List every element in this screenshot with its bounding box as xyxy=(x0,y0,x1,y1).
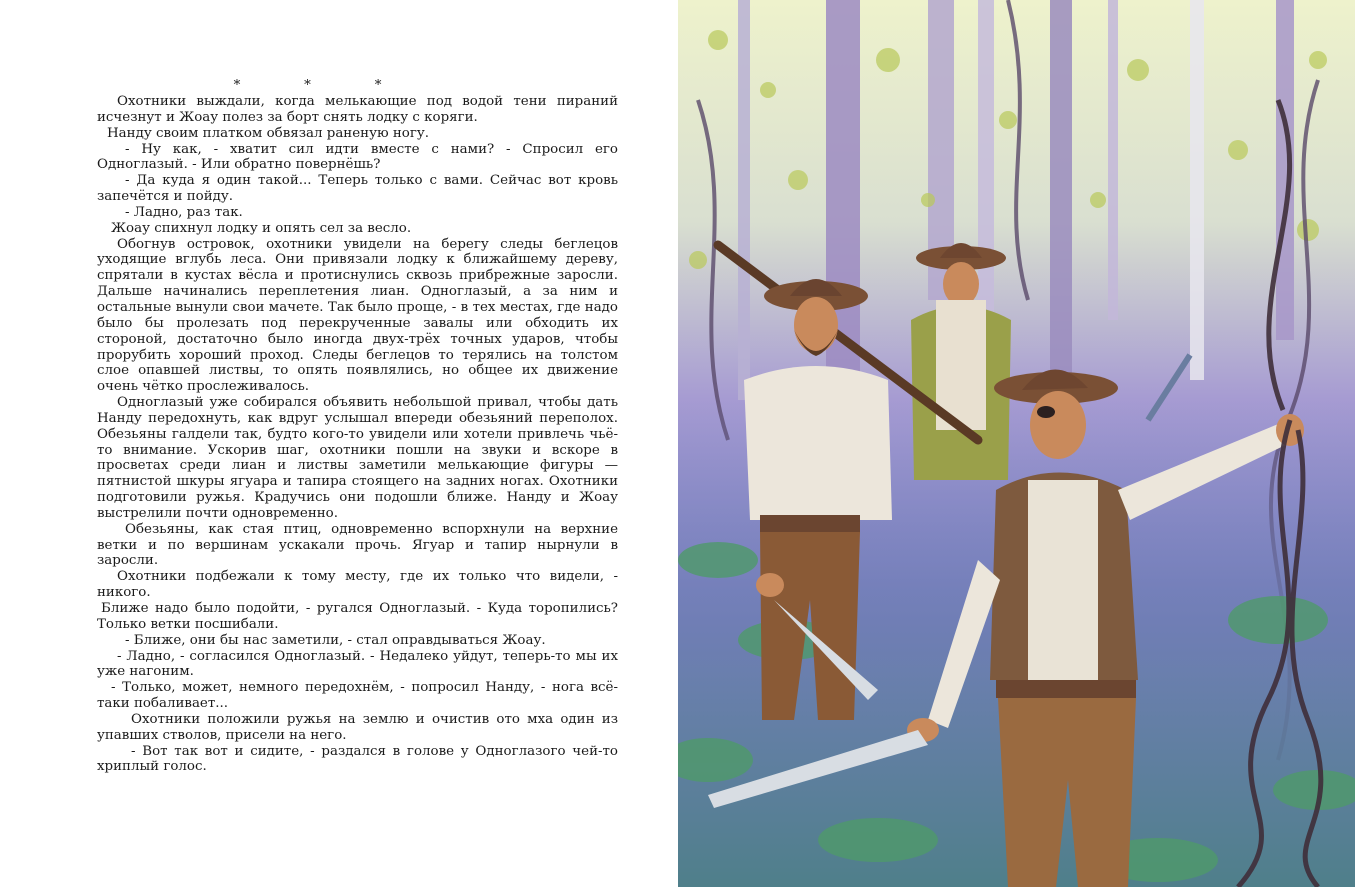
section-separator: * * * xyxy=(233,78,382,93)
paragraph: Обезьяны, как стая птиц, одновременно вспорхнули на верхние ветки и по вершинам ускакали прочь. Ягуар и тапир нырнули в заросли. xyxy=(97,521,618,569)
paragraph: - Ну как, - хватит сил идти вместе с нами? - Спросил его Одноглазый. - Или обратно повернёшь? xyxy=(97,141,618,173)
paragraph: Нанду своим платком обвязал раненую ногу. xyxy=(107,125,430,141)
paragraph: Обогнув островок, охотники увидели на берегу следы беглецов уходящие вглубь леса. Они привязали лодку к ближайшему дереву, спрятали в кустах вёсла и протиснулись сквозь прибрежные заросли. Дальше начинались переплетения лиан. Одноглазый, а за ним и остальные вынули свои мачете. Так было проще, - в тех местах, где надо было бы пролезать под перекрученные завалы или обходить их стороной, достаточно было иногда двух-трёх точных ударов, чтобы прорубить хороший проход. Следы беглецов то терялись на толстом слое опавшей листвы, то опять появлялись, но общее их движение очень чётко прослеживалось. xyxy=(97,236,618,395)
paragraph: - Ладно, раз так. xyxy=(125,204,243,220)
paragraph: - Ближе, они бы нас заметили, - стал оправдываться Жоау. xyxy=(125,632,546,648)
paragraph: - Только, может, немного передохнём, - попросил Нанду, - нога всё-таки побаливает... xyxy=(97,680,618,712)
paragraph: Охотники положили ружья на землю и очистив ото мха один из упавших стволов, присели на него. xyxy=(97,711,618,743)
paragraph: Охотники выждали, когда мелькающие под водой тени пираний исчезнут и Жоау полез за борт снять лодку с коряги. xyxy=(97,94,618,125)
paragraph: Охотники подбежали к тому месту, где их только что видели, - никого. xyxy=(97,569,618,601)
paragraph-list xyxy=(97,94,618,775)
jungle-hunters-illustration xyxy=(678,0,1355,887)
paragraph: - Ладно, - согласился Одноглазый. - Недалеко уйдут, теперь-то мы их уже нагоним. xyxy=(97,648,618,680)
paragraph: Жоау спихнул лодку и опять сел за весло. xyxy=(111,220,412,236)
paragraph: - Да куда я один такой... Теперь только с вами. Сейчас вот кровь запечётся и пойду. xyxy=(97,173,618,205)
illustration xyxy=(678,0,1355,887)
paragraph: - Вот так вот и сидите, - раздался в голове у Одноглазого чей-то хриплый голос. xyxy=(97,743,618,775)
paragraph: Ближе надо было подойти, - ругался Одноглазый. - Куда торопились? Только ветки посшибали. xyxy=(97,601,618,632)
paragraph: Одноглазый уже собирался объявить небольшой привал, чтобы дать Нанду передохнуть, как вдруг услышал впереди обезьяний переполох. Обезьяны галдели так, будто кого-то увидели или хотели привлечь чьё-то внимание. Ускорив шаг, охотники пошли на звуки и вскоре в просветах среди лиан и листвы заметили мелькающие фигуры — пятнистой шкуры ягуара и тапира стоящего на задних ногах. Охотники подготовили ружья. Крадучись они подошли ближе. Нанду и Жоау выстрелили почти одновременно. xyxy=(97,395,618,521)
story-text xyxy=(97,78,618,775)
